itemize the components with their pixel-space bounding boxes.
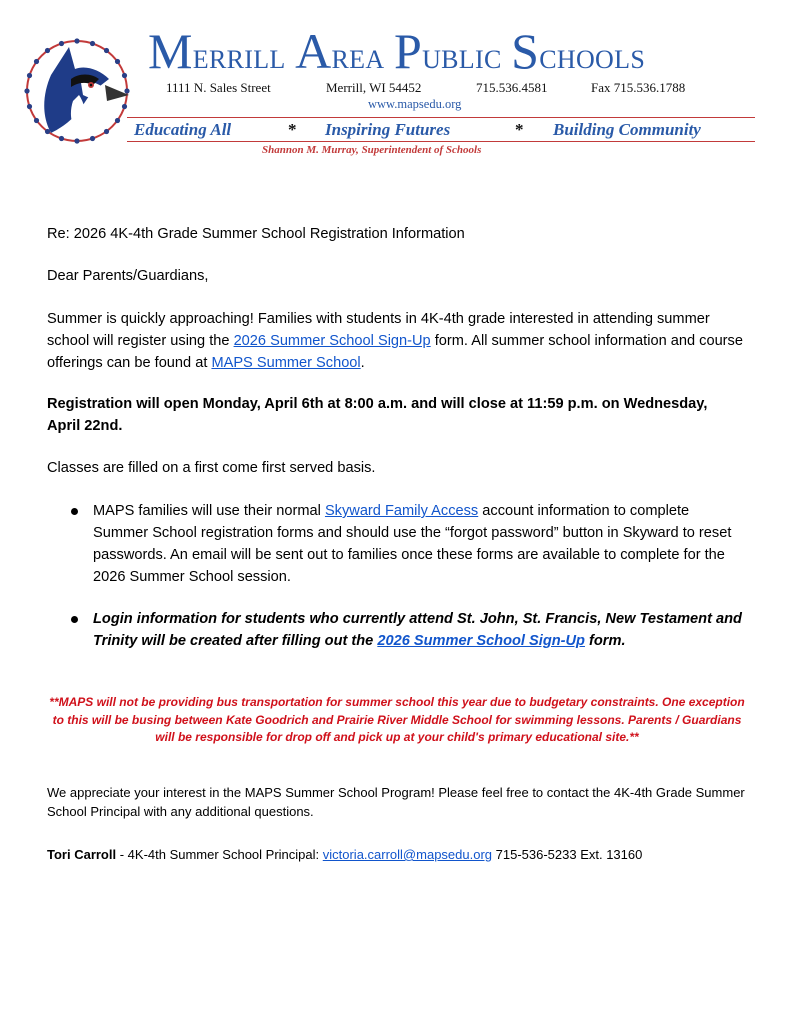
summer-school-signup-link[interactable]: 2026 Summer School Sign-Up [233, 333, 431, 349]
intro-paragraph: Summer is quickly approaching! Families with students in 4K-4th grade interested in attending summer school will register using the 2026 Summer School Sign-Up form. All summer school information and course offerings can be found at MAPS Summer School. [47, 311, 743, 371]
bullet-skyward-info: MAPS families will use their normal Skyward Family Access account information to complete Summer School registration forms and should use the “forgot password” button in Skyward to reset passwords. An email will be sent out to families once these forms are available to complete for the 2026 Summer School session. [93, 503, 732, 585]
motto-educating-all: Educating All [134, 120, 232, 139]
salutation: Dear Parents/Guardians, [47, 268, 209, 284]
fax-number: Fax 715.536.1788 [591, 80, 686, 95]
principal-name: Tori Carroll [47, 847, 117, 862]
motto-separator: * [515, 120, 524, 139]
transportation-notice: **MAPS will not be providing bus transportation for summer school this year due to budgetary constraints. One exception to this will be busing between Kate Goodrich and Prairie River Middle School for swimming lessons. Parents / Guardians will be responsible for drop off and pick up at your child's primary educational site.** [49, 695, 745, 744]
principal-contact: Tori Carroll - 4K-4th Summer School Principal: victoria.carroll@mapsedu.org 715-536-5233 Ext. 13160 [47, 847, 643, 862]
skyward-family-access-link[interactable]: Skyward Family Access [324, 503, 479, 519]
closing-paragraph: We appreciate your interest in the MAPS Summer School Program! Please feel free to contact the 4K-4th Grade Summer School Principal with any additional questions. [47, 785, 745, 819]
phone-number: 715.536.4581 [476, 80, 548, 95]
motto-inspiring-futures: Inspiring Futures [325, 120, 451, 139]
summer-school-signup-link-2[interactable]: 2026 Summer School Sign-Up [377, 633, 585, 649]
bullet-icon [71, 616, 78, 623]
website: www.mapsedu.org [368, 97, 462, 111]
city-state-zip: Merrill, WI 54452 [326, 80, 422, 95]
registration-dates: Registration will open Monday, April 6th at 8:00 a.m. and will close at 11:59 p.m. on Wednesday, April 22nd. [47, 396, 708, 434]
bullet-icon [71, 508, 78, 515]
superintendent-line: Shannon M. Murray, Superintendent of Schools [262, 144, 482, 156]
maps-summer-school-link[interactable]: MAPS Summer School [211, 355, 361, 371]
motto-bar [127, 118, 755, 141]
motto-building-community: Building Community [553, 120, 701, 139]
motto-separator: * [288, 120, 297, 139]
first-come-note: Classes are filled on a first come first served basis. [47, 460, 376, 476]
header-divider-bottom [127, 141, 755, 142]
school-district-title: Merrill Area Public Schools [148, 23, 646, 79]
bluejay-mascot-icon [21, 35, 133, 147]
principal-email-link[interactable]: victoria.carroll@mapsedu.org [322, 847, 493, 862]
street-address: 1111 N. Sales Street [166, 80, 271, 95]
subject-line: Re: 2026 4K-4th Grade Summer School Registration Information [47, 226, 465, 242]
bullet-private-school-login: Login information for students who currently attend St. John, St. Francis, New Testament and Trinity will be created after filling out the 2026 Summer School Sign-Up form. [93, 611, 742, 649]
